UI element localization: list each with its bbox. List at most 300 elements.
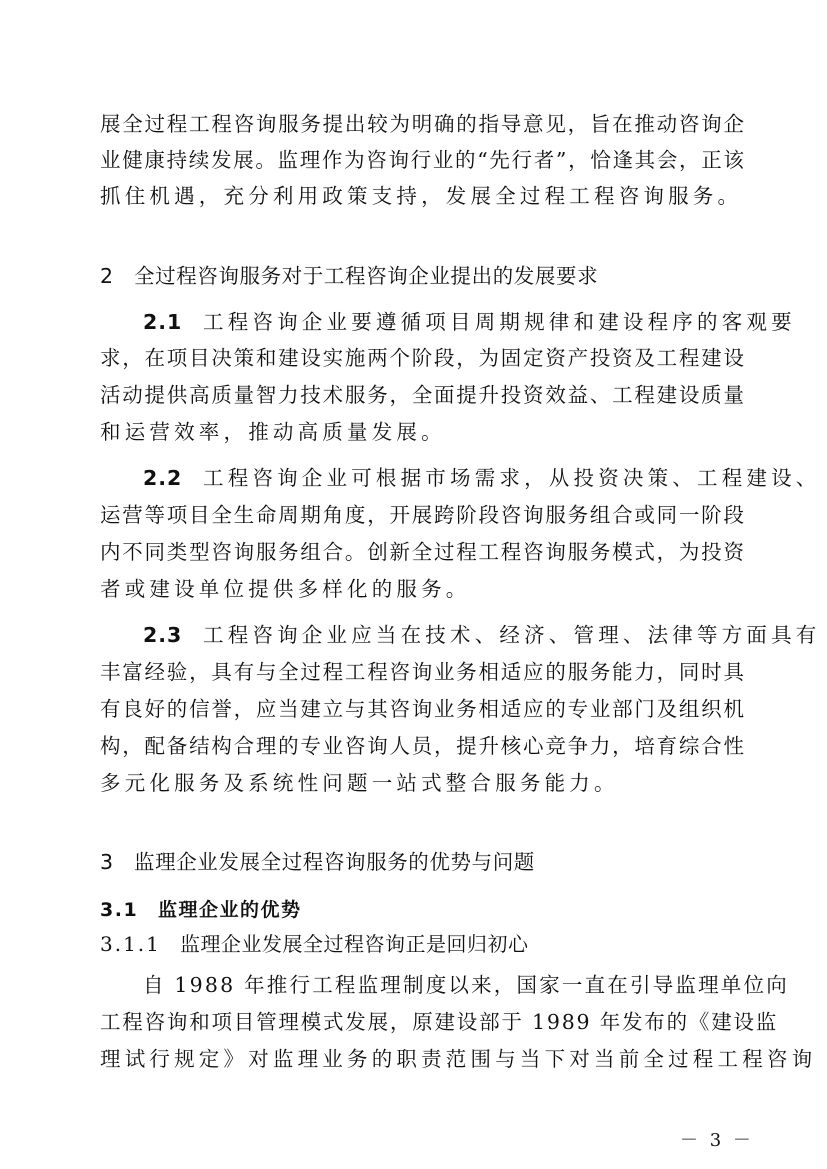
glyph: 命	[255, 503, 277, 527]
glyph: 工	[344, 660, 366, 684]
glyph: 段	[723, 503, 744, 527]
subsection-3-1-number: 3.1	[100, 899, 139, 921]
glyph: 服	[567, 660, 589, 684]
glyph: 该	[723, 148, 744, 172]
item-2-3-line-4	[100, 734, 744, 758]
glyph: 程	[166, 112, 188, 136]
item-2-3-line-3	[100, 697, 744, 721]
glyph: 段	[478, 503, 500, 527]
glyph: 经	[144, 660, 166, 684]
glyph: 询	[545, 540, 566, 564]
glyph: 阶	[411, 346, 433, 370]
glyph: 立	[322, 697, 344, 721]
glyph: 务	[567, 503, 589, 527]
glyph: 丰	[100, 660, 121, 684]
glyph: 模	[612, 540, 633, 564]
glyph: 提	[144, 383, 166, 407]
glyph: 育	[656, 734, 678, 758]
item-2-3-number: 2.3	[143, 623, 183, 647]
glyph: 生	[233, 503, 255, 527]
glyph: 建	[701, 346, 722, 370]
glyph: 目	[189, 346, 210, 370]
glyph: 持	[166, 148, 188, 172]
glyph: 机	[723, 697, 744, 721]
glyph: 者	[533, 148, 555, 172]
glyph: 施	[344, 346, 366, 370]
item-2-3-line-2	[100, 660, 744, 684]
glyph: 型	[189, 540, 210, 564]
glyph: 新	[389, 540, 410, 564]
glyph: 门	[634, 697, 655, 721]
glyph: 询	[233, 540, 255, 564]
section-2-title: 全过程咨询服务对于工程咨询企业提出的发展要求	[134, 264, 599, 288]
glyph: 活	[100, 383, 121, 407]
glyph: ，	[122, 346, 143, 370]
glyph: 良	[122, 697, 143, 721]
glyph: 专	[300, 734, 321, 758]
glyph: 过	[300, 660, 321, 684]
glyph: ，	[367, 503, 388, 527]
glyph: 不	[122, 540, 143, 564]
glyph: 部	[612, 697, 633, 721]
item-2-1-number: 2.1	[143, 310, 183, 334]
glyph: 提	[456, 383, 477, 407]
glyph: 询	[411, 660, 433, 684]
glyph: 效	[545, 383, 566, 407]
glyph: 组	[589, 503, 611, 527]
glyph: 力	[278, 383, 299, 407]
glyph: 程	[500, 540, 522, 564]
glyph: 资	[523, 383, 544, 407]
glyph: 在	[612, 112, 633, 136]
glyph: ，	[656, 540, 678, 564]
glyph: 全	[122, 112, 143, 136]
glyph: 类	[166, 540, 188, 564]
glyph: 导	[500, 112, 522, 136]
glyph: 咨	[678, 112, 700, 136]
glyph: 资	[545, 346, 566, 370]
glyph: 综	[678, 734, 700, 758]
glyph: 好	[144, 697, 166, 721]
glyph: 业	[433, 660, 455, 684]
intro-line-1	[100, 112, 744, 136]
glyph: 织	[701, 697, 722, 721]
glyph: 创	[367, 540, 388, 564]
glyph: 运	[100, 503, 121, 527]
glyph: 为	[344, 148, 365, 172]
glyph: 项	[166, 346, 188, 370]
item-2-3-line-5: 多元化服务及系统性问题一站式整合服务能力。	[100, 771, 619, 795]
glyph: 的	[455, 148, 476, 172]
glyph: 咨	[366, 148, 387, 172]
glyph: 务	[456, 697, 477, 721]
para-3-1-1-line-1: 自 1988 年推行工程监理制度以来，国家一直在引导监理单位向	[143, 973, 789, 997]
glyph: 配	[144, 734, 166, 758]
glyph: 求	[100, 346, 121, 370]
glyph: 投	[500, 383, 522, 407]
glyph: 其	[634, 148, 656, 172]
glyph: 和	[255, 346, 277, 370]
item-2-2-text-1: 工程咨询企业可根据市场需求，从投资决策、工程建设、	[203, 466, 821, 490]
glyph: ，	[567, 112, 589, 136]
glyph: ，	[233, 697, 255, 721]
intro-line-2	[100, 148, 744, 172]
item-2-3-line-1	[143, 623, 821, 647]
glyph: 询	[701, 112, 722, 136]
glyph: 一	[678, 503, 700, 527]
glyph: 时	[701, 660, 722, 684]
glyph: 升	[478, 383, 500, 407]
glyph: 出	[344, 112, 366, 136]
glyph: 过	[144, 112, 166, 136]
section-2-number: 2	[100, 264, 114, 288]
glyph: 作	[321, 148, 343, 172]
glyph: 段	[433, 346, 455, 370]
glyph: 旨	[589, 112, 611, 136]
glyph: 全	[411, 540, 433, 564]
glyph: 展	[233, 148, 254, 172]
glyph: ，	[433, 734, 455, 758]
glyph: 全	[278, 660, 299, 684]
glyph: 务	[367, 383, 388, 407]
glyph: 程	[634, 383, 655, 407]
para-3-1-1-line-2: 工程咨询和项目管理模式发展，原建设部于 1989 年发布的《建设监	[100, 1010, 779, 1034]
glyph: ，	[189, 660, 210, 684]
glyph: 、	[589, 383, 611, 407]
glyph: 量	[233, 383, 255, 407]
glyph: 资	[612, 346, 633, 370]
glyph: 组	[678, 697, 700, 721]
glyph: 务	[589, 540, 611, 564]
glyph: 益	[567, 383, 589, 407]
glyph: 组	[300, 540, 321, 564]
glyph: 验	[166, 660, 188, 684]
glyph: 期	[300, 503, 321, 527]
glyph: ，	[389, 383, 410, 407]
glyph: 工	[612, 383, 633, 407]
glyph: 服	[344, 383, 366, 407]
glyph: 全	[411, 383, 433, 407]
subsection-3-1-title: 监理企业的优势	[158, 899, 302, 921]
item-2-1-line-2	[100, 346, 744, 370]
glyph: 实	[322, 346, 344, 370]
glyph: 行	[511, 148, 533, 172]
glyph: 适	[500, 697, 522, 721]
page-number: － 3 －	[680, 1130, 754, 1151]
glyph: 等	[144, 503, 166, 527]
glyph: 设	[300, 346, 321, 370]
glyph: 健	[122, 148, 143, 172]
glyph: 较	[367, 112, 388, 136]
glyph: 适	[500, 660, 522, 684]
glyph: 为	[478, 346, 500, 370]
glyph: 咨	[233, 112, 255, 136]
section-3-number: 3	[100, 850, 114, 874]
glyph: 投	[701, 540, 722, 564]
item-2-1-line-3	[100, 383, 744, 407]
glyph: 策	[233, 346, 255, 370]
subsection-3-1-1-heading	[100, 932, 529, 956]
glyph: 应	[255, 697, 277, 721]
glyph: 合	[701, 734, 722, 758]
glyph: ，	[656, 660, 678, 684]
glyph: 应	[523, 660, 544, 684]
glyph: 工	[656, 346, 678, 370]
glyph: 业	[100, 148, 121, 172]
glyph: 业	[432, 148, 454, 172]
glyph: 在	[144, 346, 166, 370]
item-2-2-line-3	[100, 540, 744, 564]
glyph: 提	[456, 734, 477, 758]
glyph: 式	[634, 540, 655, 564]
glyph: 与	[255, 660, 277, 684]
intro-line-3: 抓住机遇，充分利用政策支持，发展全过程工程咨询服务。	[100, 184, 743, 208]
glyph: 业	[589, 697, 611, 721]
glyph: 见	[545, 112, 566, 136]
glyph: ”	[555, 148, 567, 172]
glyph: 培	[634, 734, 655, 758]
glyph: 询	[523, 503, 544, 527]
glyph: 的	[456, 112, 477, 136]
glyph: 投	[589, 346, 611, 370]
glyph: 性	[723, 734, 744, 758]
glyph: 明	[411, 112, 433, 136]
glyph: 理	[255, 734, 277, 758]
glyph: 提	[322, 112, 344, 136]
glyph: 员	[411, 734, 433, 758]
glyph: 逢	[612, 148, 633, 172]
glyph: 过	[433, 540, 455, 564]
glyph: 结	[189, 734, 210, 758]
glyph: “	[477, 148, 488, 172]
glyph: 争	[567, 734, 589, 758]
glyph: 为	[389, 112, 410, 136]
subsection-3-1-1-title: 监理企业发展全过程咨询正是回归初心	[180, 932, 529, 956]
glyph: 两	[367, 346, 388, 370]
glyph: 。	[255, 148, 276, 172]
glyph: 全	[211, 503, 232, 527]
glyph: 及	[634, 346, 655, 370]
glyph: 程	[678, 346, 700, 370]
glyph: 询	[388, 148, 409, 172]
item-2-1-line-1	[143, 310, 796, 334]
item-2-2-line-4: 者或建设单位提供多样化的服务。	[100, 577, 471, 601]
glyph: 理	[299, 148, 321, 172]
glyph: 询	[367, 734, 388, 758]
glyph: 誉	[211, 697, 232, 721]
glyph: 程	[367, 660, 388, 684]
glyph: 展	[100, 112, 121, 136]
glyph: 企	[723, 112, 744, 136]
glyph: 询	[411, 697, 433, 721]
glyph: 技	[300, 383, 321, 407]
glyph: 。	[344, 540, 366, 564]
glyph: 设	[678, 383, 700, 407]
glyph: 业	[322, 734, 344, 758]
glyph: 动	[656, 112, 678, 136]
subsection-3-1-1-number: 3.1.1	[100, 932, 161, 956]
glyph: 角	[322, 503, 344, 527]
glyph: 咨	[523, 540, 544, 564]
glyph: 目	[189, 503, 210, 527]
glyph: 程	[456, 540, 477, 564]
para-3-1-1-line-3: 理试行规定》对监理业务的职责范围与当下对当前全过程工程咨询	[100, 1047, 817, 1071]
glyph: 工	[189, 112, 210, 136]
glyph: 服	[255, 540, 277, 564]
subsection-3-1-heading	[100, 898, 302, 922]
glyph: 内	[100, 540, 121, 564]
glyph: 决	[211, 346, 232, 370]
item-2-3-text-1: 工程咨询企业应当在技术、经济、管理、法律等方面具有	[203, 623, 821, 647]
glyph: 具	[211, 660, 232, 684]
item-2-2-line-2	[100, 503, 744, 527]
glyph: 跨	[433, 503, 455, 527]
glyph: 程	[211, 112, 232, 136]
section-3-title: 监理企业发展全过程咨询服务的优势与问题	[134, 850, 535, 874]
glyph: ，	[679, 148, 700, 172]
glyph: 与	[344, 697, 366, 721]
glyph: 供	[166, 383, 188, 407]
glyph: 定	[523, 346, 544, 370]
glyph: 力	[589, 734, 611, 758]
glyph: 及	[656, 697, 678, 721]
item-2-2-line-1	[143, 466, 821, 490]
glyph: 恰	[590, 148, 611, 172]
glyph: 信	[189, 697, 210, 721]
glyph: 咨	[389, 660, 410, 684]
glyph: 高	[189, 383, 210, 407]
glyph: 续	[188, 148, 210, 172]
glyph: 意	[523, 112, 544, 136]
glyph: 项	[166, 503, 188, 527]
glyph: 建	[300, 697, 321, 721]
glyph: 开	[389, 503, 410, 527]
glyph: 行	[410, 148, 432, 172]
glyph: 合	[322, 540, 344, 564]
glyph: 为	[678, 540, 700, 564]
glyph: 建	[278, 346, 299, 370]
glyph: 监	[277, 148, 298, 172]
glyph: 或	[634, 503, 655, 527]
glyph: 务	[589, 660, 611, 684]
glyph: 同	[678, 660, 700, 684]
glyph: 术	[322, 383, 344, 407]
glyph: 设	[723, 346, 744, 370]
glyph: ，	[456, 346, 477, 370]
glyph: 资	[723, 540, 744, 564]
glyph: 人	[389, 734, 410, 758]
glyph: 务	[300, 112, 321, 136]
item-2-1-text-1: 工程咨询企业要遵循项目周期规律和建设程序的客观要	[203, 310, 796, 334]
glyph: 咨	[500, 503, 522, 527]
glyph: 构	[100, 734, 121, 758]
glyph: 发	[210, 148, 232, 172]
glyph: 智	[255, 383, 277, 407]
glyph: 构	[211, 734, 232, 758]
glyph: 动	[122, 383, 143, 407]
glyph: 其	[367, 697, 388, 721]
glyph: 服	[278, 112, 299, 136]
glyph: 的	[166, 697, 188, 721]
glyph: 咨	[211, 540, 232, 564]
glyph: 具	[723, 660, 744, 684]
item-2-1-line-4: 和运营效率，推动高质量发展。	[100, 420, 446, 444]
glyph: 度	[344, 503, 366, 527]
glyph: 专	[567, 697, 589, 721]
glyph: 心	[523, 734, 544, 758]
glyph: 建	[656, 383, 678, 407]
glyph: 会	[656, 148, 678, 172]
glyph: 质	[701, 383, 722, 407]
glyph: 先	[489, 148, 510, 172]
glyph: 阶	[701, 503, 722, 527]
glyph: 合	[612, 503, 633, 527]
glyph: 个	[389, 346, 410, 370]
glyph: 面	[433, 383, 455, 407]
glyph: 服	[567, 540, 589, 564]
glyph: 正	[701, 148, 722, 172]
glyph: 咨	[389, 697, 410, 721]
glyph: 相	[478, 660, 500, 684]
glyph: 询	[255, 112, 277, 136]
glyph: 能	[612, 660, 633, 684]
glyph: 确	[433, 112, 455, 136]
glyph: 程	[322, 660, 344, 684]
glyph: 展	[411, 503, 433, 527]
glyph: ，	[612, 734, 633, 758]
glyph: 核	[500, 734, 522, 758]
glyph: 务	[278, 540, 299, 564]
glyph: 相	[478, 697, 500, 721]
glyph: 阶	[456, 503, 477, 527]
glyph: 营	[122, 503, 143, 527]
glyph: 咨	[344, 734, 366, 758]
glyph: 康	[144, 148, 165, 172]
glyph: 工	[478, 540, 500, 564]
glyph: 富	[122, 660, 143, 684]
glyph: 有	[100, 697, 121, 721]
glyph: 服	[545, 503, 566, 527]
section-2-heading	[100, 264, 598, 288]
glyph: 推	[634, 112, 655, 136]
glyph: 固	[500, 346, 522, 370]
glyph: 的	[278, 734, 299, 758]
item-2-2-number: 2.2	[143, 466, 183, 490]
glyph: 业	[433, 697, 455, 721]
glyph: 当	[278, 697, 299, 721]
glyph: 的	[545, 660, 566, 684]
glyph: 同	[144, 540, 166, 564]
glyph: 合	[233, 734, 255, 758]
glyph: 竞	[545, 734, 566, 758]
glyph: 有	[233, 660, 255, 684]
glyph: 指	[478, 112, 500, 136]
glyph: 应	[523, 697, 544, 721]
glyph: 的	[545, 697, 566, 721]
section-3-heading	[100, 850, 535, 874]
glyph: 备	[166, 734, 188, 758]
glyph: 同	[656, 503, 678, 527]
glyph: ，	[568, 148, 589, 172]
glyph: 量	[723, 383, 744, 407]
glyph: 务	[456, 660, 477, 684]
glyph: 周	[278, 503, 299, 527]
glyph: 力	[634, 660, 655, 684]
glyph: 产	[567, 346, 589, 370]
glyph: 质	[211, 383, 232, 407]
glyph: ，	[122, 734, 143, 758]
glyph: 升	[478, 734, 500, 758]
